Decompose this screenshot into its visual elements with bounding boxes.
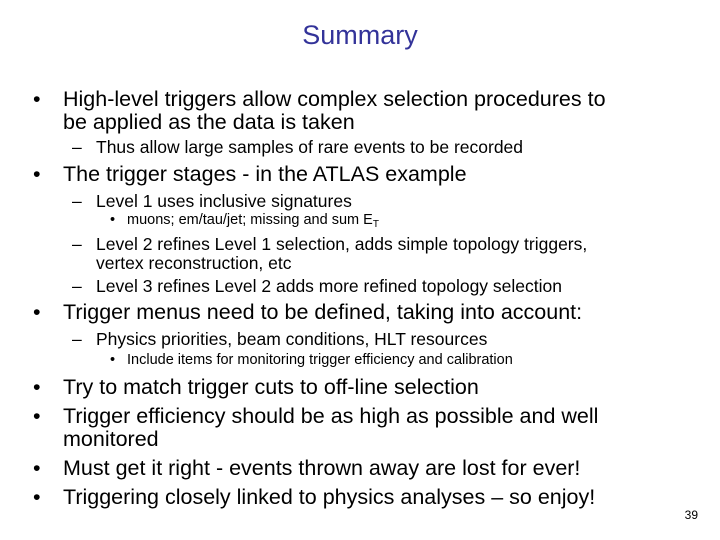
bullet-marker: •: [33, 87, 41, 111]
bullet-get-it-right: Must get it right - events thrown away are lost for ever!: [63, 456, 581, 480]
bullet-trigger-menus: Trigger menus need to be defined, taking into account:: [63, 300, 583, 324]
sub-bullet-level3: Level 3 refines Level 2 adds more refined topology selection: [96, 276, 562, 296]
sub-sub-bullet-monitoring: Include items for monitoring trigger efficiency and calibration: [127, 352, 513, 368]
sub-bullet-marker: –: [72, 191, 82, 211]
sub-bullet-marker: –: [72, 329, 82, 349]
bullet-physics-analyses: Triggering closely linked to physics analyses – so enjoy!: [63, 485, 596, 509]
bullet-high-level-triggers-line1: High-level triggers allow complex selection procedures to: [63, 87, 606, 111]
subscript-t: T: [372, 219, 379, 230]
sub-bullet-level2-line1: Level 2 refines Level 1 selection, adds simple topology triggers,: [96, 234, 588, 254]
page-number: 39: [684, 508, 698, 522]
bullet-high-level-triggers-line2: be applied as the data is taken: [63, 110, 355, 134]
bullet-marker: •: [33, 404, 41, 428]
sub-bullet-level1: Level 1 uses inclusive signatures: [96, 191, 352, 211]
sub-bullet-physics-priorities: Physics priorities, beam conditions, HLT resources: [96, 329, 488, 349]
sub-sub-bullet-marker: •: [110, 212, 116, 228]
sub-bullet-marker: –: [72, 137, 82, 157]
bullet-marker: •: [33, 456, 41, 480]
bullet-efficiency-line1: Trigger efficiency should be as high as possible and well: [63, 404, 599, 428]
bullet-trigger-stages: The trigger stages - in the ATLAS example: [63, 162, 467, 186]
slide-title: Summary: [302, 20, 418, 50]
bullet-marker: •: [33, 162, 41, 186]
bullet-marker: •: [33, 375, 41, 399]
sub-bullet-rare-events: Thus allow large samples of rare events to be recorded: [96, 137, 524, 157]
sub-bullet-marker: –: [72, 276, 82, 296]
sub-sub-bullet-marker: •: [110, 352, 116, 368]
bullet-marker: •: [33, 300, 41, 324]
bullet-efficiency-line2: monitored: [63, 427, 159, 451]
sub-bullet-level2-line2: vertex reconstruction, etc: [96, 253, 292, 273]
sub-sub-bullet-signatures: muons; em/tau/jet; missing and sum $E_T$: [127, 212, 379, 230]
sub-bullet-marker: –: [72, 234, 82, 254]
bullet-match-cuts: Try to match trigger cuts to off-line selection: [63, 375, 479, 399]
bullet-marker: •: [33, 485, 41, 509]
